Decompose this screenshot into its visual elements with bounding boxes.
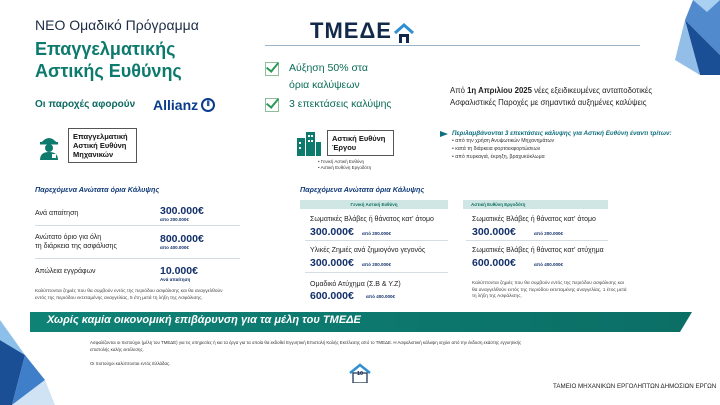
banner-text: Χωρίς καμία οικονομική επιβάρυνση για τα μέλη του ΤΜΕΔΕ <box>47 314 361 326</box>
intro-text <box>450 85 710 109</box>
note-line: Ασφαλίζονται οι πιστούχοι (μέλη του ΤΜΕΔΕ) για τις υπηρεσίες ή και τα έργα για τα οποία θα εκδοθεί Εγγυητική Επιστολή Καλής Εκτέλεσης από το ΤΜΕΔΕ. Η Ασφαλιστική κάλυψη ισχύει από την έκδοση εκάστης εγγυητικής <box>90 340 522 345</box>
list-item: • κατά τη διάρκεια φορτοεκφορτώσεων <box>452 146 541 152</box>
limit-label-line-2: τη διάρκεια της ασφάλισης <box>35 243 117 250</box>
title-line-2: Αστικής Ευθύνης <box>35 61 182 81</box>
note-line: Καλύπτονται ζημιές που θα συμβούν εντός της περιόδου ασφάλισης και θα αναγγελθούν <box>35 289 223 294</box>
limit-label: Ανώτατο όριο για όλη <box>35 234 102 241</box>
highlight-extensions <box>265 96 391 113</box>
left-coverage-note <box>35 289 280 302</box>
project-liability-types <box>318 159 371 171</box>
right-coverage-note <box>472 281 642 301</box>
footer-note <box>90 340 690 353</box>
note-line: θα αναγγελθούν εντός της περιόδου εκτεταμένης αναγγελίας, 1 έτος μετά <box>472 287 627 293</box>
program-subtitle: ΝΕΟ Ομαδικό Πρόγραμμα <box>35 17 199 33</box>
row-divider <box>466 240 608 241</box>
house-icon <box>393 22 415 44</box>
note-line: Καλύπτονται ζημιές που θα συμβούν εντός της περιόδου ασφάλισης και <box>472 281 624 286</box>
section-line-1: Αστική Ευθύνη <box>332 134 386 143</box>
page-title <box>35 38 182 82</box>
limit-value: 600.000€ <box>472 257 516 269</box>
limit-previous: από 200.000€ <box>362 231 391 236</box>
limit-label: Ανά απαίτηση <box>35 210 79 217</box>
provider-label: Οι παροχές αφορούν <box>35 99 136 110</box>
intro-date: 1η Απριλίου 2025 <box>467 86 532 95</box>
row-divider <box>35 225 240 226</box>
row-divider <box>305 240 448 241</box>
limit-previous: από 400.000€ <box>534 262 563 267</box>
row-divider <box>305 272 448 273</box>
limit-value: 300.000€ <box>310 226 354 238</box>
limit-row <box>35 205 245 222</box>
corner-decoration-bottom-left <box>0 320 55 405</box>
limit-value: 800.000€ <box>160 233 204 245</box>
note-line: εντός της περιόδου εκτεταμένης αναγγελίας, 5 έτη μετά τη λήξη της Ασφάλισης. <box>35 295 203 301</box>
allianz-eagle-icon: ⦀ <box>201 98 215 112</box>
note-line: επιστολής καλής εκτέλεσης. <box>90 346 144 352</box>
limits-title-middle: Παρεχόμενα Ανώτατα όρια Κάλυψης <box>300 185 425 194</box>
intro-prefix: Από <box>450 86 468 95</box>
list-item: • από την χρήση Ανυψωτικών Μηχανημάτων <box>452 138 555 144</box>
list-item: • από πυρκαγιά, έκρηξη, βραχυκύκλωμα <box>452 154 545 160</box>
limit-label: Απώλεια εγγράφων <box>35 268 96 275</box>
limit-previous: Ανά απαίτηση <box>160 277 191 282</box>
section-line-2: Αστική Ευθύνη <box>73 141 127 150</box>
title-line-1: Επαγγελματικής <box>35 39 176 59</box>
extensions-heading: Περιλαμβάνονται 3 επεκτάσεις κάλυψης για Αστική Ευθύνη έναντι τρίτων: <box>452 130 672 137</box>
limit-label: Σωματικές Βλάβες ή θάνατος κατ' άτομο <box>310 216 434 223</box>
limit-label: Υλικές Ζημιές ανά ζημιογόνο γεγονός <box>310 247 426 254</box>
list-item: • Γενική Αστική Ευθύνη <box>318 159 365 164</box>
section-project-liability <box>293 128 394 158</box>
highlight-increase <box>265 60 368 94</box>
page-number: 10 <box>356 371 364 377</box>
limit-previous: από 200.000€ <box>362 262 391 267</box>
limit-previous: απο 200.000€ <box>160 217 189 222</box>
limit-value: 600.000€ <box>310 290 354 302</box>
highlight-line-2: όρια καλύψεων <box>289 79 360 91</box>
employer-liability-header: Αστική Ευθύνη Εργοδότη <box>463 200 608 209</box>
extensions-list <box>452 130 712 161</box>
limit-label: Σωματικές Βλάβες ή θάνατος κατ' ατύχημα <box>472 247 604 254</box>
row-divider <box>35 258 240 259</box>
allianz-logo <box>153 97 215 113</box>
organization-name: ΤΑΜΕΙΟ ΜΗΧΑΝΙΚΩΝ ΕΡΓΟΛΗΠΤΩΝ ΔΗΜΟΣΙΩΝ ΕΡΓΩΝ <box>553 383 717 390</box>
limit-previous: από 400.000€ <box>366 294 395 299</box>
limit-value: 10.000€ <box>160 265 198 277</box>
engineer-icon <box>34 131 64 161</box>
section-professional-liability <box>34 128 137 163</box>
allianz-name: Allianz <box>153 97 199 113</box>
arrow-right-icon <box>440 131 448 137</box>
buildings-icon <box>293 128 323 158</box>
limit-previous: απο 400.000€ <box>160 245 189 250</box>
coverage-area-note: Οι πιστούχοι καλύπτονται εντός Ελλάδας. <box>90 361 171 366</box>
limit-label: Ομαδικό Ατύχημα (Σ.Β & Υ.Ζ) <box>310 281 401 288</box>
highlight-line-1: Αύξηση 50% στα <box>289 62 369 74</box>
banner-edge <box>680 312 692 332</box>
header-divider <box>265 45 640 46</box>
section-line-1: Επαγγελματική <box>73 132 128 141</box>
list-item: • Αστική Ευθύνη Εργοδότη <box>318 165 372 170</box>
limit-previous: από 200.000€ <box>534 231 563 236</box>
note-line: τη λήξη της Ασφάλισης. <box>472 294 522 299</box>
highlight-line-1: 3 επεκτάσεις καλύψης <box>289 98 392 110</box>
general-liability-header: Γενική Αστική Ευθύνη <box>300 200 448 209</box>
limits-title-left: Παρεχόμενα Ανώτατα όρια Κάλυψης <box>35 185 160 194</box>
limit-label: Σωματικές Βλάβες ή θάνατος κατ' άτομο <box>472 216 596 223</box>
section-line-3: Μηχανικών <box>73 150 114 159</box>
checkbox-icon <box>265 98 279 112</box>
section-line-2: Έργου <box>332 143 357 152</box>
limit-value: 300.000€ <box>310 257 354 269</box>
limit-value: 300.000€ <box>160 205 204 217</box>
intro-rest: νέες εξειδικευμένες ανταποδοτικές <box>531 86 653 95</box>
logo-text: ΤΜΕΔΕ <box>310 18 392 43</box>
limit-value: 300.000€ <box>472 226 516 238</box>
checkbox-icon <box>265 62 279 76</box>
limit-row <box>35 233 245 251</box>
limit-row <box>35 265 245 282</box>
corner-decoration-top-right <box>645 0 720 75</box>
intro-line-2: Ασφαλιστικές Παροχές με σημαντικά αυξημένες καλύψεις <box>450 98 647 107</box>
tmede-logo <box>310 18 415 44</box>
